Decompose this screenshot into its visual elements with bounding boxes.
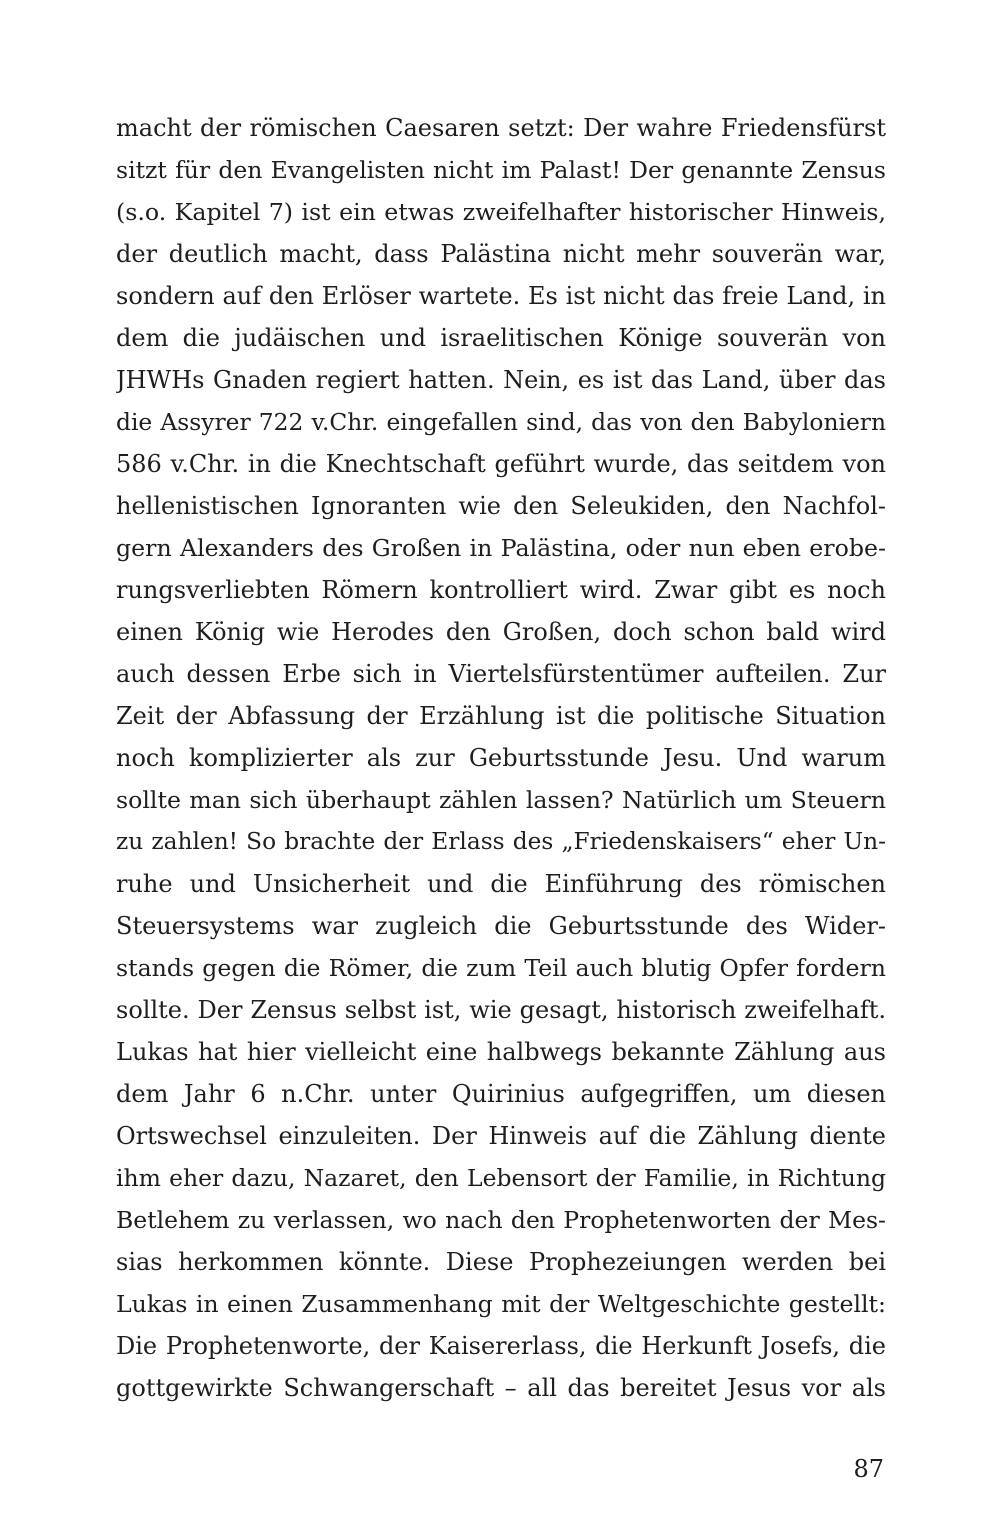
text-line: sitzt für den Evangelisten nicht im Palast! Der genannte Zensus [116, 156, 886, 184]
text-line: noch komplizierter als zur Geburtsstunde Jesu. Und warum [116, 744, 886, 772]
text-line: der deutlich macht, dass Palästina nicht mehr souverän war, [116, 240, 886, 268]
text-line: dem die judäischen und israelitischen Könige souverän von [116, 324, 886, 352]
text-line: sollte man sich überhaupt zählen lassen? Natürlich um Steuern [116, 786, 886, 814]
text-line: Betlehem zu verlassen, wo nach den Prophetenworten der Mes- [116, 1206, 886, 1234]
text-line: Lukas hat hier vielleicht eine halbwegs bekannte Zählung aus [116, 1038, 886, 1066]
text-line: JHWHs Gnaden regiert hatten. Nein, es ist das Land, über das [116, 366, 886, 394]
text-line: stands gegen die Römer, die zum Teil auch blutig Opfer fordern [116, 954, 886, 982]
text-line: gottgewirkte Schwangerschaft – all das bereitet Jesus vor als [116, 1374, 886, 1402]
text-line: sollte. Der Zensus selbst ist, wie gesagt, historisch zweifelhaft. [116, 996, 886, 1024]
text-line: die Assyrer 722 v.Chr. eingefallen sind, das von den Babyloniern [116, 408, 886, 436]
text-line: sias herkommen könnte. Diese Prophezeiungen werden bei [116, 1248, 886, 1276]
text-line: macht der römischen Caesaren setzt: Der wahre Friedensfürst [116, 114, 886, 142]
text-line: hellenistischen Ignoranten wie den Seleukiden, den Nachfol- [116, 492, 886, 520]
page-number: 87 [853, 1455, 884, 1483]
text-line: sondern auf den Erlöser wartete. Es ist nicht das freie Land, in [116, 282, 886, 310]
text-line: 586 v.Chr. in die Knechtschaft geführt wurde, das seitdem von [116, 450, 886, 478]
text-line: ihm eher dazu, Nazaret, den Lebensort der Familie, in Richtung [116, 1164, 886, 1192]
text-line: Steuersystems war zugleich die Geburtsstunde des Wider- [116, 912, 886, 940]
text-line: gern Alexanders des Großen in Palästina, oder nun eben erobe- [116, 534, 886, 562]
text-line: auch dessen Erbe sich in Viertelsfürstentümer aufteilen. Zur [116, 660, 886, 688]
text-line: Lukas in einen Zusammenhang mit der Weltgeschichte gestellt: [116, 1290, 886, 1318]
text-line: einen König wie Herodes den Großen, doch schon bald wird [116, 618, 886, 646]
body-text [116, 107, 886, 1409]
text-line: dem Jahr 6 n.Chr. unter Quirinius aufgegriffen, um diesen [116, 1080, 886, 1108]
text-line: (s.o. Kapitel 7) ist ein etwas zweifelhafter historischer Hinweis, [116, 198, 886, 226]
text-line: zu zahlen! So brachte der Erlass des „Friedenskaisers“ eher Un- [116, 828, 886, 855]
text-line: Zeit der Abfassung der Erzählung ist die politische Situation [116, 702, 886, 730]
text-line: Ortswechsel einzuleiten. Der Hinweis auf die Zählung diente [116, 1122, 886, 1150]
text-line: ruhe und Unsicherheit und die Einführung des römischen [116, 870, 886, 898]
text-line: rungsverliebten Römern kontrolliert wird. Zwar gibt es noch [116, 576, 886, 604]
text-line: Die Prophetenworte, der Kaisererlass, die Herkunft Josefs, die [116, 1332, 886, 1360]
